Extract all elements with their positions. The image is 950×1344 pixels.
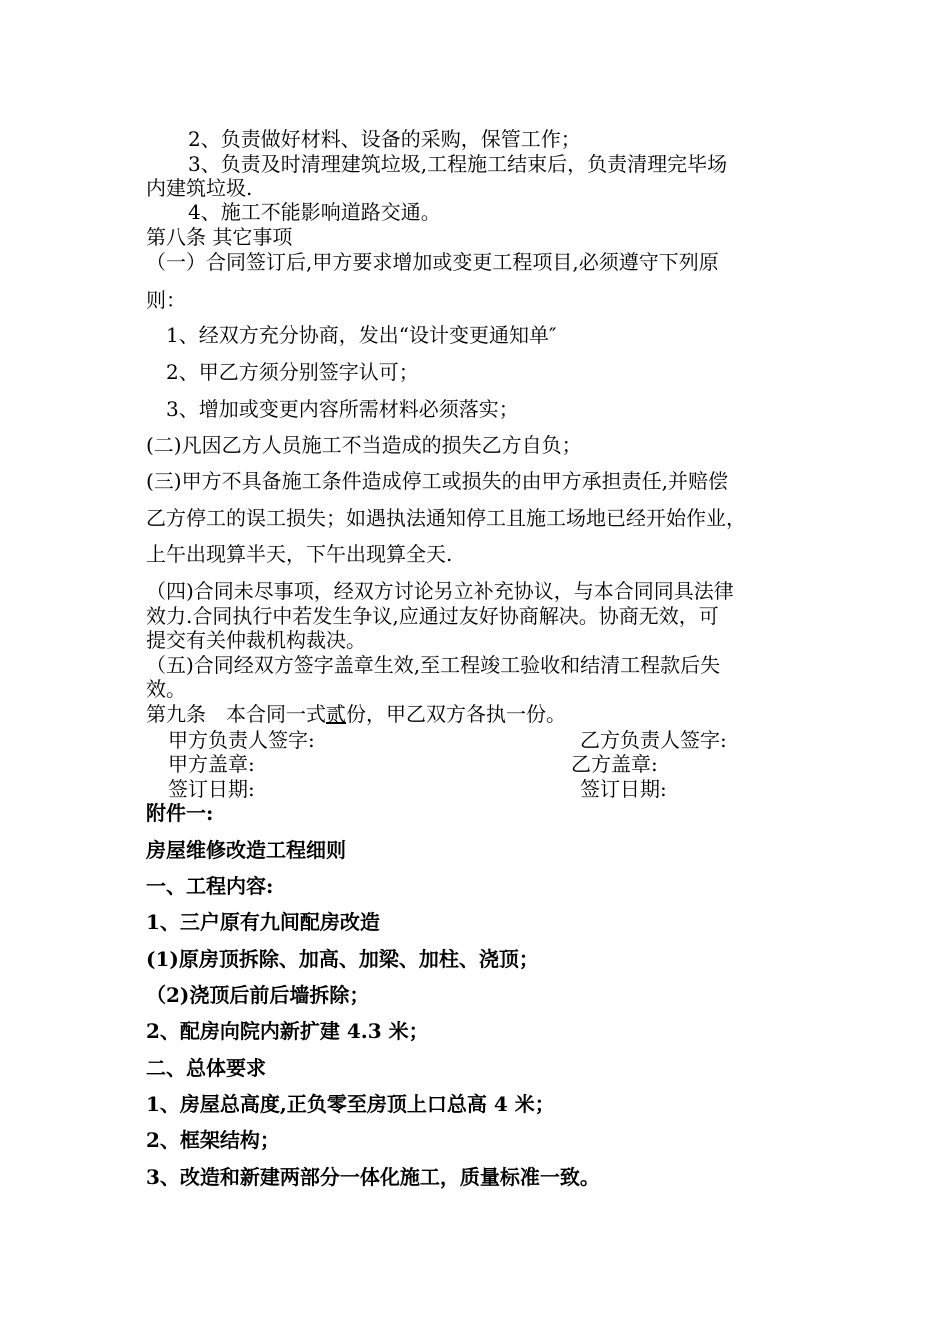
article-9 xyxy=(146,702,566,726)
section-2-item-2: 2、框架结构； xyxy=(146,1128,280,1152)
section-1-item-1-a: (1)原房顶拆除、加高、加梁、加柱、浇顶； xyxy=(146,947,539,971)
party-a-seal-label: 甲方盖章: xyxy=(168,752,255,776)
article-8-title: 第八条 其它事项 xyxy=(146,225,293,249)
article-8-p2: (二)凡因乙方人员施工不当造成的损失乙方自负； xyxy=(146,433,582,457)
attachment-label: 附件一: xyxy=(146,801,214,825)
party-a-date-label: 签订日期: xyxy=(168,777,255,801)
party-a-sign-label: 甲方负责人签字: xyxy=(168,728,315,752)
article-8-p1-line-1: （一）合同签订后,甲方要求增加或变更工程项目,必须遵守下列原 xyxy=(146,250,719,274)
section-2-item-1: 1、房屋总高度,正负零至房顶上口总高 4 米； xyxy=(146,1092,555,1116)
section-1-item-1: 1、三户原有九间配房改造 xyxy=(146,910,380,934)
section-1-item-2: 2、配房向院内新扩建 4.3 米； xyxy=(146,1019,429,1043)
article-8-p4-line-2: 效力.合同执行中若发生争议,应通过友好协商解决。协商无效，可 xyxy=(146,604,719,628)
article-8-p5-line-1: （五)合同经双方签字盖章生效,至工程竣工验收和结清工程款后失 xyxy=(146,653,721,677)
article-8-p1-item-1: 1、经双方充分协商，发出“设计变更通知单″ xyxy=(166,323,557,347)
duty-item-3-line-2: 内建筑垃圾. xyxy=(146,176,253,200)
party-b-seal-label: 乙方盖章: xyxy=(571,752,658,776)
duty-item-3-line-1: 3、负责及时清理建筑垃圾,工程施工结束后，负责清理完毕场 xyxy=(188,152,728,176)
section-2-item-3: 3、改造和新建两部分一体化施工，质量标准一致。 xyxy=(146,1165,600,1189)
article-8-p3-line-3: 上午出现算半天，下午出现算全天. xyxy=(146,542,453,566)
article-8-p1-item-3: 3、增加或变更内容所需材料必须落实； xyxy=(166,397,519,421)
section-2-title: 二、总体要求 xyxy=(146,1056,266,1080)
party-b-sign-label: 乙方负责人签字: xyxy=(580,728,727,752)
article-8-p1-item-2: 2、甲乙方须分别签字认可； xyxy=(166,360,419,384)
article-8-p3-line-2: 乙方停工的误工损失；如遇执法通知停工且施工场地已经开始作业， xyxy=(146,506,746,530)
section-1-item-1-b: （2)浇顶后前后墙拆除； xyxy=(146,983,370,1007)
article-8-p5-line-2: 效。 xyxy=(146,677,186,701)
section-1-title: 一、工程内容: xyxy=(146,874,274,898)
article-8-p1-line-2: 则： xyxy=(146,288,186,312)
article-8-p3-line-1: (三)甲方不具备施工条件造成停工或损失的由甲方承担责任,并赔偿 xyxy=(146,469,728,493)
duty-item-4: 4、施工不能影响道路交通。 xyxy=(188,200,441,224)
article-8-p4-line-1: （四)合同未尽事项，经双方讨论另立补充协议，与本合同同具法律 xyxy=(146,579,734,603)
article-8-p4-line-3: 提交有关仲裁机构裁决。 xyxy=(146,628,366,652)
article-9-prefix: 第九条 本合同一式 xyxy=(146,702,326,726)
party-b-date-label: 签订日期: xyxy=(580,777,667,801)
article-9-copies: 贰 xyxy=(326,702,346,726)
duty-item-2: 2、负责做好材料、设备的采购，保管工作； xyxy=(188,127,581,151)
attachment-title: 房屋维修改造工程细则 xyxy=(146,838,346,862)
article-9-suffix: 份，甲乙双方各执一份。 xyxy=(346,702,566,726)
